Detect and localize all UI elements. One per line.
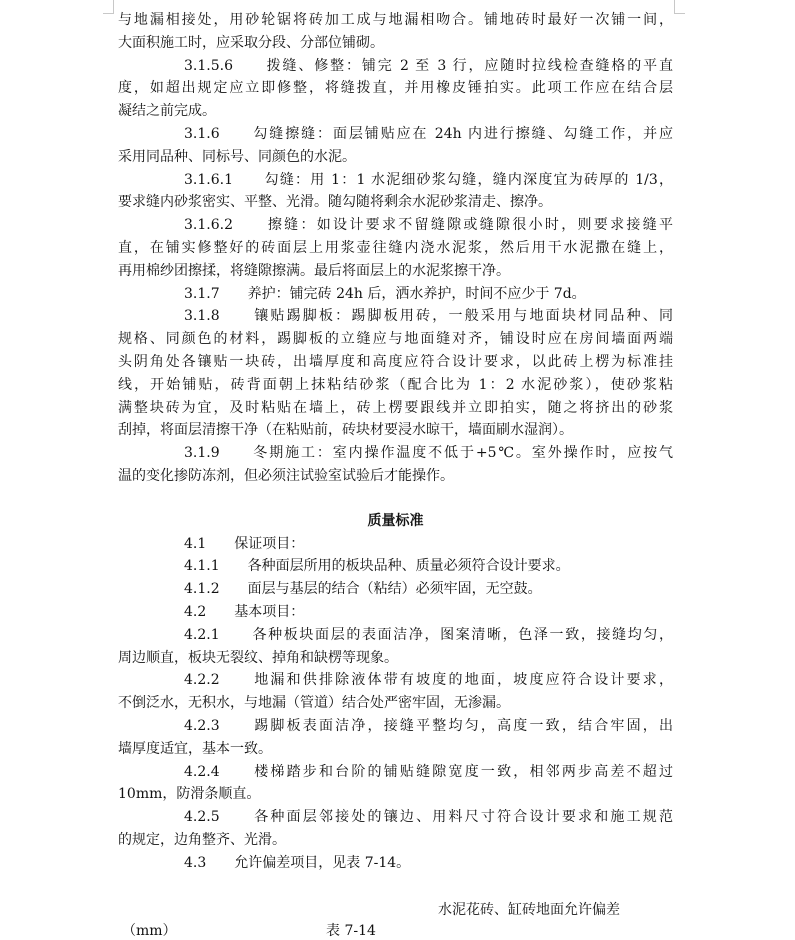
page-corner-mark-left-h	[103, 13, 113, 14]
text-line: 4.2.5 各种面层邻接处的镶边、用料尺寸符合设计要求和施工规范	[184, 809, 673, 826]
text-line: 直，在铺实修整好的砖面层上用浆壶往缝内浇水泥浆，然后用干水泥撒在缝上，	[118, 239, 673, 256]
text-line: 头阴角处各镶贴一块砖，出墙厚度和高度应符合设计要求，以此砖上楞为标准挂	[118, 353, 673, 370]
table-caption-title: 水泥花砖、缸砖地面允许偏差	[438, 902, 620, 918]
text-line: 的规定，边角整齐、光滑。	[118, 831, 286, 848]
page-corner-mark-left	[113, 0, 114, 14]
construction-steps-section	[118, 9, 673, 488]
text-line: 4.1 保证项目：	[184, 535, 305, 552]
text-line: 再用棉纱团擦揉，将缝隙擦满。最后将面层上的水泥浆擦干净。	[118, 262, 510, 279]
text-line: 线，开始铺贴，砖背面朝上抹粘结砂浆（配合比为 1：2 水泥砂浆），使砂浆粘	[118, 376, 673, 393]
text-line: 4.2.1 各种板块面层的表面洁净，图案清晰，色泽一致，接缝均匀，	[184, 626, 673, 643]
text-line: 周边顺直，板块无裂纹、掉角和缺楞等现象。	[118, 649, 398, 666]
table-number-label: 表 7-14	[326, 923, 376, 939]
text-line: 10mm，防滑条顺直。	[118, 786, 261, 803]
text-line: 4.1.1 各种面层所用的板块品种、质量必须符合设计要求。	[184, 558, 570, 575]
text-line: 4.2.4 楼梯踏步和台阶的铺贴缝隙宽度一致，相邻两步高差不超过	[184, 763, 673, 780]
text-line: 4.2.2 地漏和供排除液体带有坡度的地面，坡度应符合设计要求，	[184, 672, 673, 689]
text-line: 墙厚度适宜，基本一致。	[118, 740, 272, 757]
text-line: 3.1.5.6 拨缝、修整：铺完 2 至 3 行，应随时拉线检查缝格的平直	[184, 57, 673, 74]
text-line: 大面积施工时，应采取分段、分部位铺砌。	[118, 34, 384, 51]
text-line: 凝结之前完成。	[118, 103, 216, 120]
text-line: 不倒泛水，无积水，与地漏（管道）结合处严密牢固，无渗漏。	[118, 695, 510, 712]
text-line: 4.3 允许偏差项目，见表 7-14。	[184, 854, 411, 871]
text-line: 温的变化掺防冻剂，但必须注试验室试验后才能操作。	[118, 467, 454, 484]
text-line: 采用同品种、同标号、同颜色的水泥。	[118, 148, 356, 165]
page-corner-mark-right-h	[675, 13, 685, 14]
text-line: 刮掉，将面层清擦干净（在粘贴前，砖块材要浸水晾干，墙面刷水湿润）。	[118, 422, 573, 439]
text-line: 满整块砖为宜，及时粘贴在墙上，砖上楞要跟线并立即拍实，随之将挤出的砂浆	[118, 399, 673, 416]
page-corner-mark-right	[674, 0, 675, 14]
text-line: 3.1.6 勾缝擦缝：面层铺贴应在 24h 内进行擦缝、勾缝工作，并应	[184, 125, 673, 142]
text-line: 4.1.2 面层与基层的结合（粘结）必须牢固，无空鼓。	[184, 581, 542, 598]
quality-standard-section	[118, 533, 673, 875]
document-page	[118, 9, 673, 874]
text-line: 4.2.3 踢脚板表面洁净，接缝平整均匀，高度一致，结合牢固，出	[184, 717, 673, 734]
text-line: 规格、同颜色的材料，踢脚板的立缝应与地面缝对齐，铺设时应在房间墙面两端	[118, 331, 673, 348]
text-line: 3.1.8 镶贴踢脚板：踢脚板用砖，一般采用与地面块材同品种、同	[184, 308, 673, 325]
text-line: 3.1.7 养护：铺完砖 24h 后，洒水养护，时间不应少于 7d。	[184, 285, 586, 302]
text-line: 4.2 基本项目：	[184, 603, 305, 620]
text-line: 3.1.6.2 擦缝：如设计要求不留缝隙或缝隙很小时，则要求接缝平	[184, 217, 673, 234]
text-line: 度，如超出规定应立即修整，将缝拨直，并用橡皮锤拍实。此项工作应在结合层	[118, 80, 673, 97]
section-gap	[118, 488, 673, 510]
text-line: 要求缝内砂浆密实、平整、光滑。随勾随将剩余水泥砂浆清走、擦净。	[118, 194, 552, 211]
text-line: 与地漏相接处，用砂轮锯将砖加工成与地漏相吻合。铺地砖时最好一次铺一间，	[118, 12, 673, 28]
section-heading-quality-standard: 质量标准	[367, 512, 424, 529]
table-unit-label: （mm）	[122, 923, 177, 939]
text-line: 3.1.9 冬期施工：室内操作温度不低于+5℃。室外操作时，应按气	[184, 445, 673, 462]
text-line: 3.1.6.1 勾缝：用 1：1 水泥细砂浆勾缝，缝内深度宜为砖厚的 1/3，	[184, 171, 673, 188]
